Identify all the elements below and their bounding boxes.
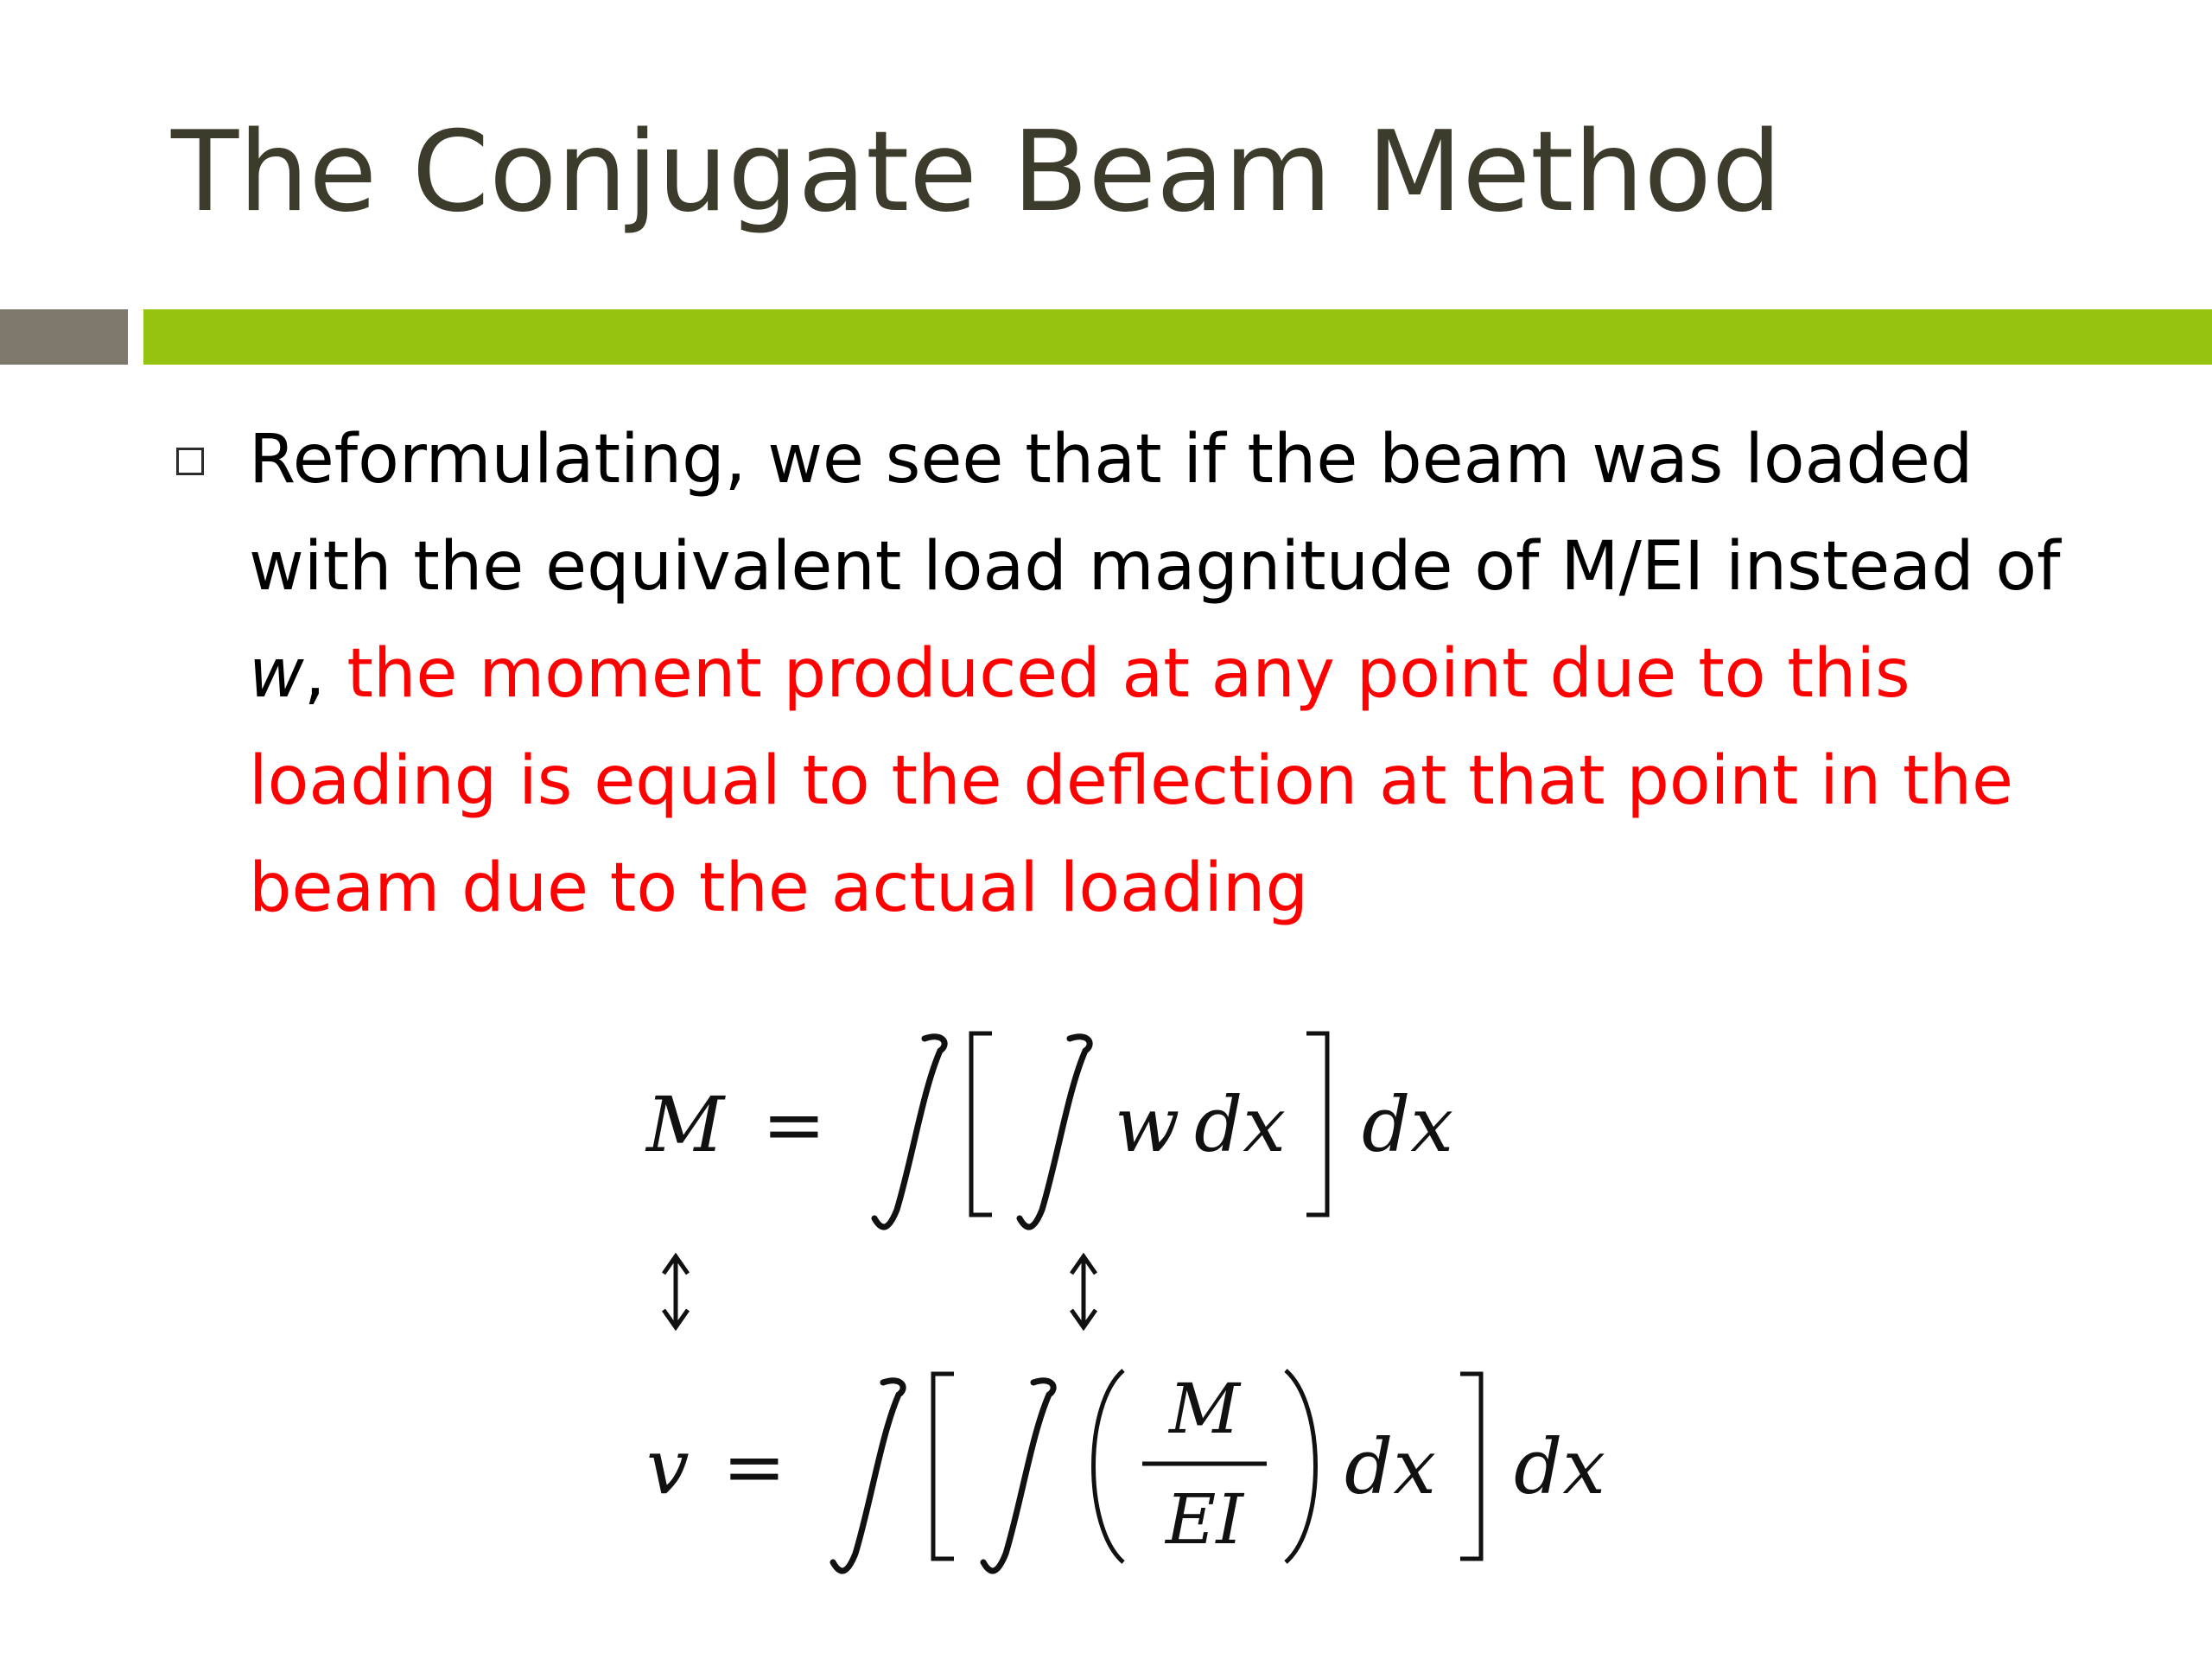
eq2-left-paren-icon (1094, 1370, 1124, 1562)
eq2-equals: = (722, 1422, 786, 1511)
bullet-text-italic-w: w (249, 635, 304, 713)
bullet-text-part-1: Reformulating, we see that if the beam was loaded with the equivalent load magnitude of M/EI instead of (249, 421, 2061, 606)
eq1-left-bracket-icon (971, 1033, 992, 1215)
eq2-integral-outer-icon (833, 1381, 903, 1571)
eq2-right-paren-icon (1286, 1370, 1316, 1562)
eq1-integral-inner-icon (1020, 1037, 1090, 1227)
slide-title: The Conjugate Beam Method (171, 108, 1782, 237)
eq2-outer-dx: dx (1514, 1422, 1605, 1511)
eq1-integral-outer-icon (874, 1037, 944, 1227)
eq1-integrand: w (1115, 1080, 1180, 1169)
eq1-equals: = (762, 1080, 826, 1169)
eq2-right-bracket-icon (1460, 1374, 1481, 1559)
eq2-lhs: v (646, 1422, 690, 1511)
correspondence-arrow-right-icon (1071, 1256, 1096, 1327)
eq1-outer-dx: dx (1362, 1080, 1453, 1169)
eq2-inner-dx: dx (1344, 1422, 1436, 1511)
eq2-left-bracket-icon (933, 1374, 954, 1559)
bullet-text-highlight: the moment produced at any point due to this loading is equal to the deflection at that point in the beam due to the actual loading (249, 635, 2014, 927)
eq1-lhs: M (646, 1080, 725, 1169)
eq2-frac-numerator: M (1169, 1369, 1240, 1449)
eq1-inner-dx: dx (1194, 1080, 1286, 1169)
eq1-right-bracket-icon (1306, 1033, 1327, 1215)
eq2-integral-inner-icon (983, 1381, 1053, 1571)
correspondence-arrow-left-icon (664, 1256, 688, 1327)
bullet-text-part-2: , (303, 635, 347, 713)
eq2-frac-denominator: EI (1166, 1479, 1243, 1560)
